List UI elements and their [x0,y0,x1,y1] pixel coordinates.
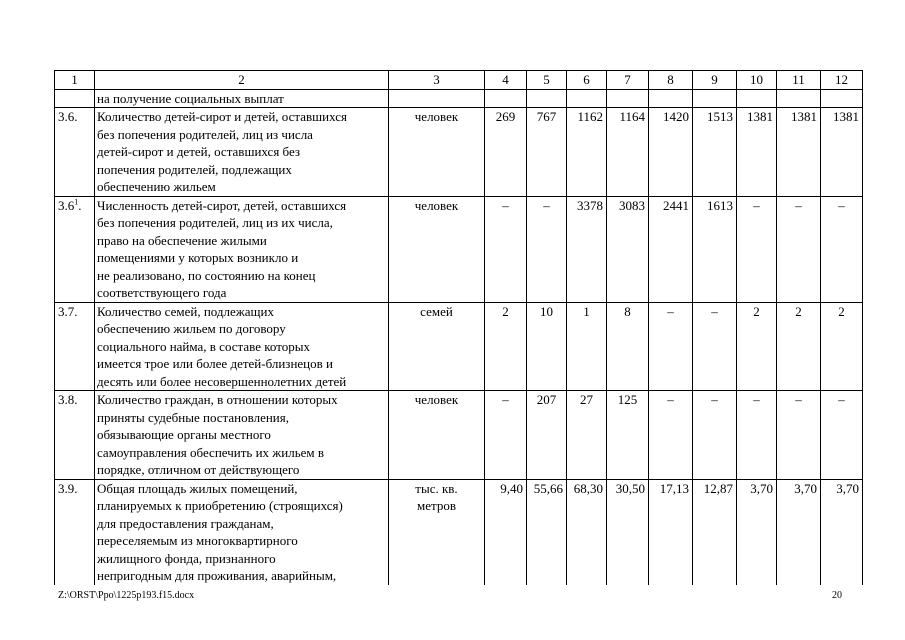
cell [737,89,777,108]
header-cell: 7 [607,71,649,90]
description-line: для предоставления гражданам, [97,515,274,531]
row-value: 2 [737,302,777,391]
row-unit [389,479,485,585]
row-value: 12,87 [693,479,737,585]
description-line: детей-сирот и детей, оставшихся без [97,144,301,159]
row-value: 55,66 [527,479,567,585]
cell [821,89,863,108]
header-cell: 3 [389,71,485,90]
description-line: попечения родителей, подлежащих [97,161,292,177]
row-unit [389,302,485,391]
unit-line: человек [414,392,459,407]
description-line: жилищного фонда, признанного [97,550,276,566]
description-line: планируемых к приобретению (строящихся) [97,498,343,513]
row-value: 1 [567,302,607,391]
header-cell: 10 [737,71,777,90]
description-line: обеспечению жильем по договору [97,321,286,336]
row-value: 3,70 [821,479,863,585]
row-unit [389,196,485,302]
cell [389,89,485,108]
row-value: – [821,196,863,302]
row-value: – [777,391,821,480]
row-value: – [693,302,737,391]
row-value: 207 [527,391,567,480]
row-value: 1613 [693,196,737,302]
row-value: – [485,196,527,302]
unit-line: человек [414,109,459,124]
row-value: – [527,196,567,302]
description-line: без попечения родителей, лиц из числа [97,126,313,142]
row-value: 9,40 [485,479,527,585]
description-line: Общая площадь жилых помещений, [97,480,298,496]
row-number-text: 3.9. [58,480,78,496]
row-number [55,108,95,197]
row-value: 2 [485,302,527,391]
description-line: десять или более несовершеннолетних детей [97,373,347,389]
row-value: – [777,196,821,302]
row-description [95,391,389,480]
row-value: 1381 [737,108,777,197]
description-line: помещениями у которых возникло и [97,250,299,265]
cell [567,89,607,108]
footer-file-path: Z:\ORST\Ppo\1225p193.f15.docx [58,590,195,601]
row-value: 125 [607,391,649,480]
row-value: 2441 [649,196,693,302]
footer-page-number: 20 [832,590,842,601]
description-line: Количество детей-сирот и детей, оставшихся [97,109,347,124]
description-line: Численность детей-сирот, детей, оставшихся [97,197,347,213]
header-cell: 1 [55,71,95,90]
row-value: 3,70 [777,479,821,585]
table-row [55,302,863,391]
description-line: обеспечению жильем [97,179,216,194]
table-row [55,108,863,197]
data-table [54,70,863,585]
row-value: 68,30 [567,479,607,585]
row-value: 1381 [777,108,821,197]
row-number-text: 3.6 [58,197,75,213]
row-value: 767 [527,108,567,197]
description-line: обязывающие органы местного [97,427,271,442]
description-line: непригодным для проживания, аварийным, [97,568,337,583]
description-line: имеется трое или более детей-близнецов и [97,356,333,371]
description-line: переселяемым из многоквартирного [97,533,298,548]
header-cell: 6 [567,71,607,90]
row-value: 2 [821,302,863,391]
row-value: 1164 [607,108,649,197]
header-cell: 4 [485,71,527,90]
row-number [55,302,95,391]
cell [527,89,567,108]
row-value: 269 [485,108,527,197]
row-unit [389,108,485,197]
row-number-suffix: . [78,197,82,213]
row-value: 1420 [649,108,693,197]
row-number-text: 3.7. [58,303,78,319]
row-value: – [737,391,777,480]
row-number-text: 3.8. [58,392,78,407]
unit-line: метров [417,498,456,513]
header-cell: 8 [649,71,693,90]
cell [649,89,693,108]
cell [607,89,649,108]
unit-line: человек [414,197,459,213]
description-line: соответствующего года [97,285,227,300]
row-value: – [649,391,693,480]
row-value: 1381 [821,108,863,197]
row-value: – [737,196,777,302]
row-unit [389,391,485,480]
row-description [95,196,389,302]
header-cell: 2 [95,71,389,90]
unit-line: тыс. кв. [415,480,458,496]
cell [55,89,95,108]
row-value: 10 [527,302,567,391]
description-line: Количество граждан, в отношении которых [97,392,338,407]
row-value: 3378 [567,196,607,302]
description-line: без попечения родителей, лиц из их числа, [97,215,333,230]
row-value: 2 [777,302,821,391]
row-number-superscript: 1 [74,197,79,207]
header-cell: 12 [821,71,863,90]
header-cell: 9 [693,71,737,90]
cell [777,89,821,108]
row-value: 17,13 [649,479,693,585]
continuation-text: на получение социальных выплат [95,89,389,108]
row-description [95,479,389,585]
row-value: 1162 [567,108,607,197]
cell [485,89,527,108]
cell [693,89,737,108]
row-value: – [649,302,693,391]
header-cell: 5 [527,71,567,90]
table-row [55,479,863,585]
continuation-row [55,89,863,108]
row-value: 3,70 [737,479,777,585]
row-description [95,302,389,391]
row-value: 30,50 [607,479,649,585]
row-number [55,196,95,302]
description-line: порядке, отличном от действующего [97,462,300,477]
description-line: право на обеспечение жилыми [97,232,267,248]
description-line: социального найма, в составе которых [97,338,310,354]
description-line: не реализовано, по состоянию на конец [97,267,316,283]
unit-line: семей [420,303,453,319]
description-line: самоуправления обеспечить их жильем в [97,444,325,460]
header-cell: 11 [777,71,821,90]
table-row [55,196,863,302]
row-value: 8 [607,302,649,391]
row-value: – [821,391,863,480]
row-value: 1513 [693,108,737,197]
table-row [55,391,863,480]
row-value: – [485,391,527,480]
row-value: 3083 [607,196,649,302]
row-number-text: 3.6. [58,109,78,124]
row-number [55,479,95,585]
header-row [55,71,863,90]
row-number [55,391,95,480]
row-value: – [693,391,737,480]
row-value: 27 [567,391,607,480]
description-line: приняты судебные постановления, [97,409,289,425]
row-description [95,108,389,197]
description-line: Количество семей, подлежащих [97,303,275,319]
